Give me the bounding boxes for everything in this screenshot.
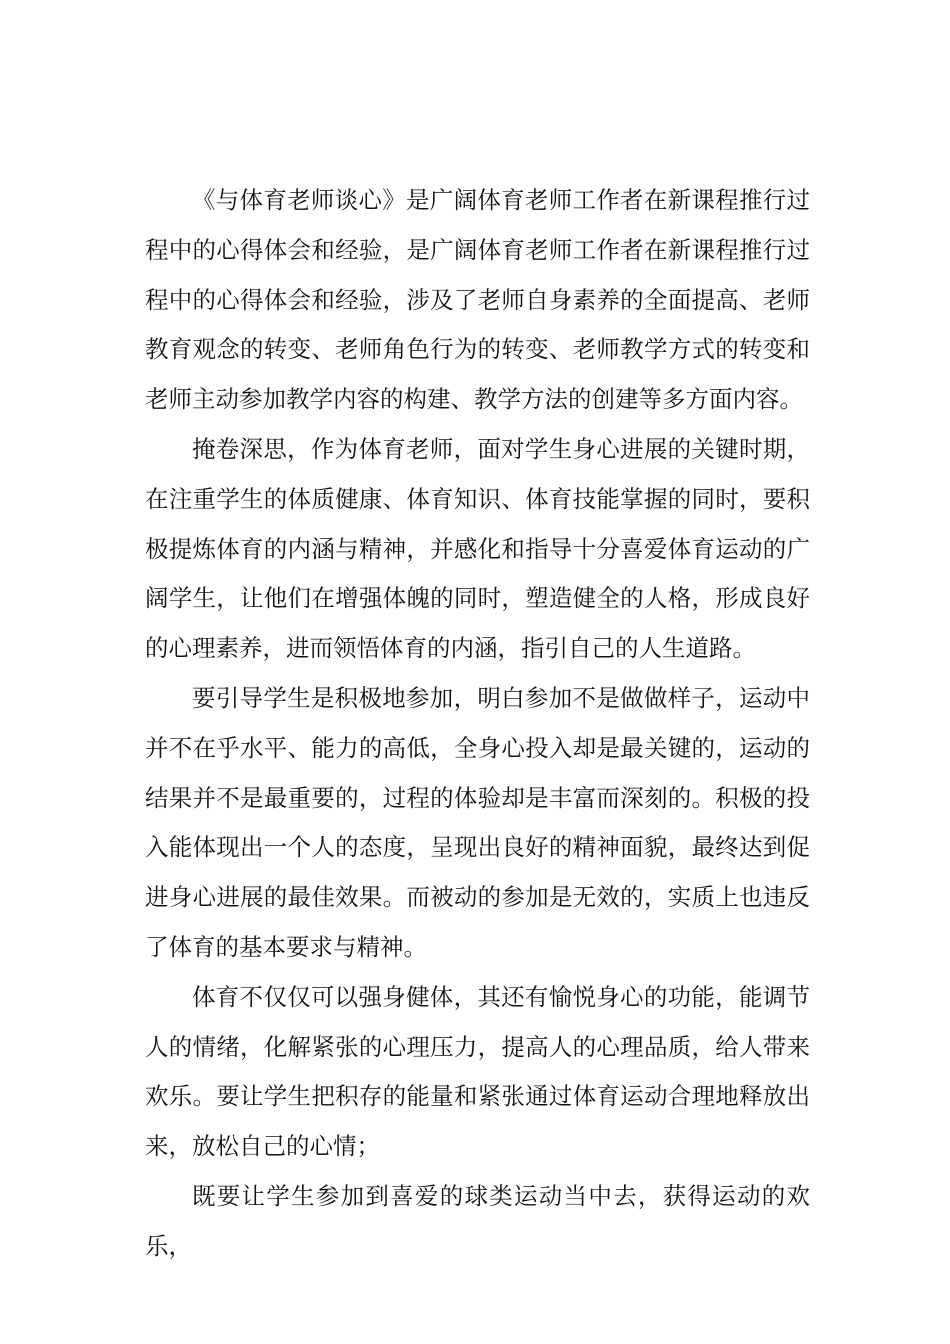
paragraph-4: 体育不仅仅可以强身健体，其还有愉悦身心的功能，能调节人的情绪，化解紧张的心理压力，提高人的心理品质，给人带来欢乐。要让学生把积存的能量和紧张通过体育运动合理地释放出来，放松自己的心情； (145, 982, 810, 1161)
paragraph-5: 既要让学生参加到喜爱的球类运动当中去，获得运动的欢乐， (145, 1181, 810, 1260)
paragraph-1: 《与体育老师谈心》是广阔体育老师工作者在新课程推行过程中的心得体会和经验，是广阔体育老师工作者在新课程推行过程中的心得体会和经验，涉及了老师自身素养的全面提高、老师教育观念的转变、老师角色行为的转变、老师教学方式的转变和老师主动参加教学内容的构建、教学方法的创建等多方面内容。 (145, 186, 810, 414)
paragraph-3: 要引导学生是积极地参加，明白参加不是做做样子，运动中并不在乎水平、能力的高低，全身心投入却是最关键的，运动的结果并不是最重要的，过程的体验却是丰富而深刻的。积极的投入能体现出一个人的态度，呈现出良好的精神面貌，最终达到促进身心进展的最佳效果。而被动的参加是无效的，实质上也违反了体育的基本要求与精神。 (145, 683, 810, 961)
paragraph-2: 掩卷深思，作为体育老师，面对学生身心进展的关键时期，在注重学生的体质健康、体育知识、体育技能掌握的同时，要积极提炼体育的内涵与精神，并感化和指导十分喜爱体育运动的广阔学生，让他们在增强体魄的同时，塑造健全的人格，形成良好的心理素养，进而领悟体育的内涵，指引自己的人生道路。 (145, 434, 810, 663)
document-body (145, 176, 810, 1272)
